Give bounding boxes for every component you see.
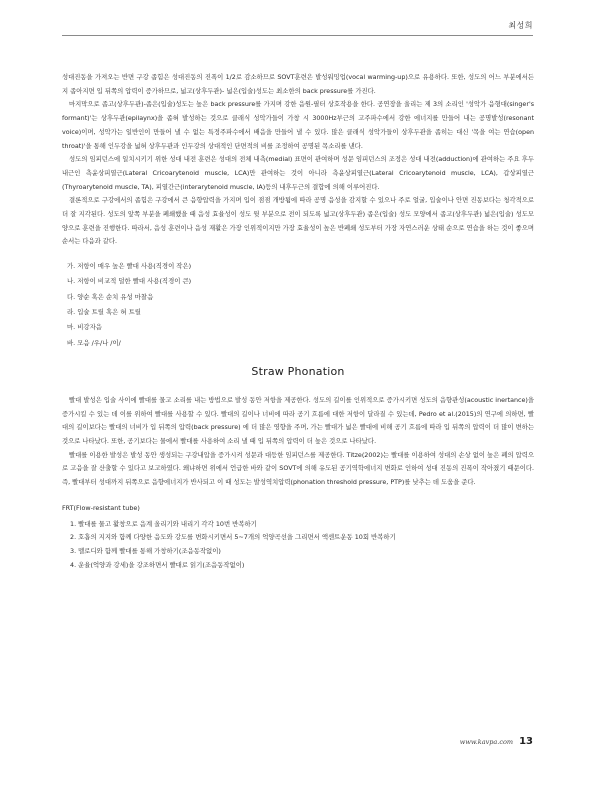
training-order-list — [67, 259, 534, 351]
list-item: 4. 운율(억양과 강세)을 강조하면서 빨대로 읽기(조음동작없이) — [70, 560, 245, 569]
section-paragraph-1: 빨대 발성은 입술 사이에 빨대를 물고 소리를 내는 방법으로 발성 동안 저항을 제공한다. 성도의 길이를 인위적으로 증가시키면 성도의 음향관성(acoustic inertance)을 증가시킬 수 있는 데 이를 위하여 빨대를 사용할 수 있다. 빨대의 길이나 너비에 따라 공기 흐름에 대한 저항이 달라질 수 있는데, Pedro et al.(2015)의 연구에 의하면, 빨대의 길이보다는 빨대의 너비가 입 뒤쪽의 압력(back pressure) 에 더 많은 영향을 주며, 가는 빨대가 넓은 빨대에 비해 공기 흐름에 따라 입 뒤쪽의 압력이 더 많이 변하는 것으로 나타났다. 또한, 공기보다는 물에서 빨대를 사용하여 소리 낼 때 입 뒤쪽의 압력이 더 높은 것으로 나타났다. — [62, 396, 534, 446]
list-item: 3. 멜로디와 함께 빨대를 통해 가창하기(조음동작없이) — [70, 547, 221, 556]
list-item: 가. 저항이 매우 높은 빨대 사용(직경이 작은) — [67, 262, 192, 271]
footer-site-link[interactable]: www.kavpa.com — [459, 738, 514, 746]
page-number: 13 — [519, 736, 533, 747]
list-item: 나. 저항이 비교적 덜한 빨대 사용(직경이 큰) — [67, 277, 192, 286]
list-item: 2. 호흡의 지지와 함께 다양한 음도와 강도를 변화시키면서 5~7개의 억양곡선을 그리면서 액센트운동 10회 반복하기 — [70, 533, 396, 542]
body-paragraph-1: 성대진동을 가져오는 반면 구강 좁힘은 성대진동의 진폭이 1/2로 감소하므로 SOVT훈련은 발성워밍업(vocal warming-up)으로 유용하다. 또한, 성도의 어느 부분에서든지 좁아지면 입 뒤쪽의 압력이 증가하므로, 넓고(상후두관)- 넓은(입술)성도는 최소한의 back pressure를 가진다. — [62, 74, 534, 95]
list-item: 1. 빨대를 물고 활창으로 음계 올리기와 내리기 각각 10번 반복하기 — [70, 519, 257, 528]
running-header-author: 최성희 — [508, 21, 533, 30]
body-paragraph-3: 성도의 임피던스에 일치시키기 위한 성대 내전 훈련은 성대의 전체 내측(medial) 표면이 관여하며 성문 임피던스의 조정은 성대 내전(adduction)에 관여하는 주요 후두내근인 측윤상피열근(Lateral Cricoarytenoid muscle, LCA)만 관여하는 것이 아니라 측윤상피열근(Lateral Cricoarytenoid muscle, LCA), 갑상피열근(Thyroarytenoid muscle, TA), 피열간근(interarytenoid muscle, IA)등의 내후두근의 결합에 의해 이루어진다. — [62, 156, 534, 191]
frt-exercise-list — [70, 518, 534, 572]
list-item: 바. 모음 /우/나 /이/ — [67, 338, 121, 347]
header-divider — [62, 35, 533, 36]
section-title: Straw Phonation — [251, 364, 345, 378]
body-paragraph-2: 마지막으로 좁고(상후두관)-좁은(입술)성도는 높은 back pressure를 가지며 강한 음원-필터 상호작용을 한다. 공연장을 울리는 제 3의 소리인 '성악가 음형대(singer's formant)'는 상후두관(epilaynx)을 좁혀 발성하는 것으로 클래식 성악가들이 가창 시 3000Hz부근의 고주파수에서 강한 에너지를 만들어 내는 공명발성(resonant voice)이며, 성악가는 일반인이 만들어 낼 수 없는 특정주파수에서 배음을 만들어 낼 수 있다. 많은 클래식 성악가들이 상후두관을 좁히는 대신 '목을 여는 연습(open throat)'을 통해 인두강을 넓혀 상후두관과 인두강의 상대적인 단면적의 비를 조정하여 공명된 목소리를 낸다. — [62, 101, 534, 150]
list-item: 라. 입술 트릴 혹은 혀 트릴 — [67, 308, 141, 317]
section-paragraph-2: 빨대를 이용한 발성은 발성 동안 생성되는 구강내압을 증가시켜 성문과 대등한 임피던스를 제공한다. Titze(2002)는 빨대를 이용하여 성대의 손상 없이 높은 폐의 압력으로 고음을 잘 산출할 수 있다고 보고하였다. 왜냐하면 위에서 언급한 바와 같이 SOVT에 의해 유도된 공기역학에너지 변화로 인하여 성대 진동의 진폭이 작아졌기 때문이다. 즉, 빨대부터 성대까지 뒤쪽으로 음향에너지가 반사되고 이 때 성도는 발성역치압력(phonation threshold pressure, PTP)를 낮추는 데 도움을 준다. — [62, 451, 534, 487]
body-paragraph-4: 결론적으로 구강에서의 좁힘은 구강에서 큰 음향압력을 가지며 입이 점점 개방됨에 따라 공명 음성을 감지할 수 있으나 주로 얼굴, 입술이나 안면 진동보다는 청각적으로 더 잘 지각된다. 성도의 앞쪽 부분을 폐쇄했을 때 음성 효율성이 성도 뒷 부분으로 전이 되도록 넓고(상후두관) 좁은(입술) 성도 모양에서 좁고(상후두관) 넓은(입술) 성도모양으로 훈련을 진행한다. 따라서, 음성 훈련이나 음성 재활은 가장 인위적이지만 가장 효율성이 높은 반폐쇄 성도부터 가장 자연스러운 상태 순으로 연습을 하는 것이 좋으며 순서는 다음과 같다. — [62, 197, 534, 246]
list-item: 마. 비강자음 — [67, 323, 102, 332]
frt-heading: FRT(Flow-resistant tube) — [62, 503, 140, 512]
page-footer — [460, 736, 533, 747]
list-item: 다. 양순 혹은 순치 유성 마찰음 — [67, 292, 154, 301]
article-body — [62, 71, 534, 572]
